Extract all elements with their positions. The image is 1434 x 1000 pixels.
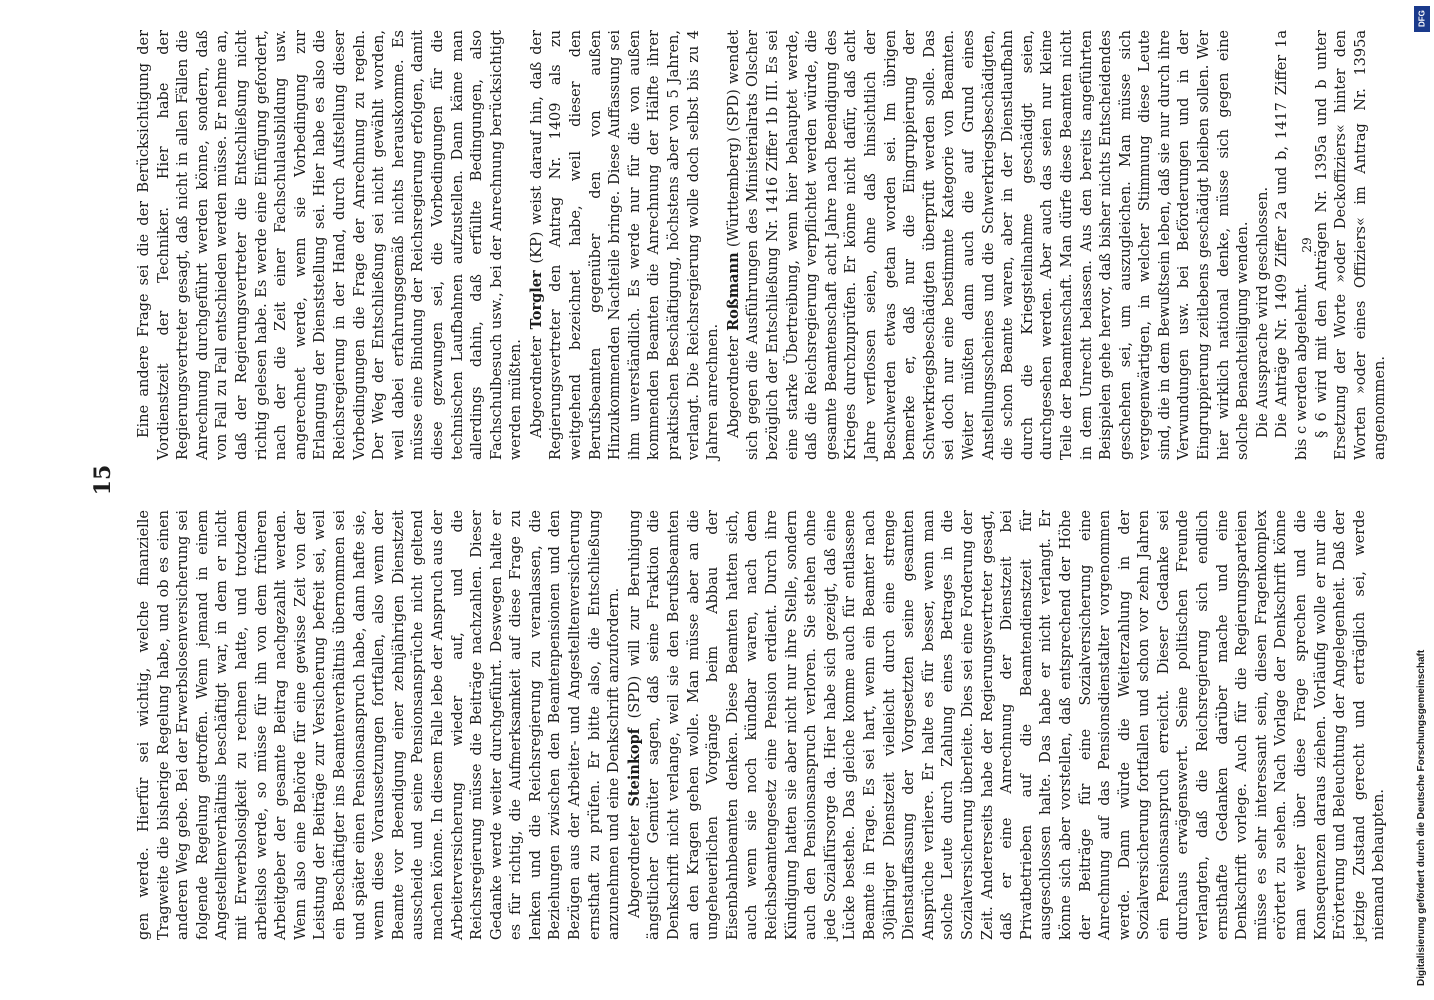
dfg-logo: DFG [1414,6,1430,32]
speaker-name: Roßmann [724,252,742,331]
left-column [135,510,1388,940]
paragraph: Eine andere Frage sei die der Berücksichtigung der Vordienstzeit der Techniker. Hier habe der Regierungsvertreter gesagt, daß nicht in allen Fällen die Anrechnung durchgeführt werden könne, sondern, daß von Fall zu Fall entschieden werden müsse. Er nehme an, daß der Regierungsvertreter die Entschließung nicht richtig gelesen habe. Es werde eine Einfügung gefordert, nach der die Zeit einer Fachschulausbildung usw. angerechnet werde, wenn sie Vorbedingung zur Erlangung der Dienststellung sei. Hier habe es also die Reichsregierung in der Hand, durch Aufstellung dieser Vorbedingungen die Frage der Anrechnung zu regeln. Der Weg der Entschließung sei nicht gewählt worden, weil dabei erfahrungsgemäß nichts herauskomme. Es müsse eine Bindung der Reichsregierung erfolgen, damit diese gezwungen sei, die Vorbedingungen für die technischen Laufbahnen aufzustellen. Dann käme man allerdings dahin, daß erfüllte Bedingungen, also Fachschulbesuch usw., bei der Anrechnung berücksichtigt werden müßten. [136,30,525,460]
paragraph [527,30,724,460]
paragraph: gen werde. Hierfür sei wichtig, welche finanzielle Tragweite die bisherige Regelung habe, und ob es einen anderen Weg gebe. Bei der Erwerbslosenversicherung sei folgende Regelung getroffen. Wenn jemand in einem Angestelltenverhältnis beschäftigt war, in dem er nicht mit Erwerbslosigkeit zu rechnen hatte, und trotzdem arbeitslos werde, so müsse für ihn von dem früheren Arbeitgeber der gesamte Beitrag nachgezahlt werden. Wenn also eine Behörde für eine gewisse Zeit von der Leistung der Beiträge zur Versicherung befreit sei, weil ein Beschäftigter ins Beamtenverhältnis übernommen sei und später einen Pensionsanspruch habe, dann hafte sie, wenn diese Voraussetzungen fortfallen, also wenn der Beamte vor Beendigung einer zehnjährigen Dienstzeit ausscheide und seine Pensionsansprüche nicht geltend machen könne. In diesem Falle lebe der Anspruch aus der Arbeiterversicherung wieder auf, und die Reichsregierung müsse die Beiträge nachzahlen. Dieser Gedanke werde weiter durchgeführt. Deswegen halte er es für richtig, die Aufmerksamkeit auf diese Frage zu lenken und die Reichsregierung zu veranlassen, die Beziehungen zwischen den Beamtenpensionen und den Bezügen aus der Arbeiter- und Angestelltenversicherung ernsthaft zu prüfen. Er bitte also, die Entschließung anzunehmen und eine Denkschrift anzufordern. [136,510,623,940]
paragraph [724,30,1254,460]
speech-text: (SPD) will zur Beruhigung ängstlicher Gemüter sagen, daß seine Fraktion die Denkschrift nicht verlange, weil sie den Berufsbeamten an den Kragen gehen wolle. Man müsse aber an die ungeheuerlichen Vorgänge beim Abbau der Eisenbahnbeamten denken. Diese Beamten hatten sich, auch wenn sie noch kündbar waren, nach dem Reichsbeamtengesetz eine Pension erdient. Durch ihre Kündigung hatten sie aber nicht nur ihre Stelle, sondern auch den Pensionsanspruch verloren. Sie stehen ohne jede Sozialfürsorge da. Hier habe sich gezeigt, daß eine Lücke bestehe. Das gleiche komme auch für entlassene Beamte in Frage. Es sei hart, wenn ein Beamter nach 30jähriger Dienstzeit vielleicht durch eine strenge Dienstauffassung der Vorgesetzten seine gesamten Ansprüche verliere. Er halte es für besser, wenn man solche Leute durch Zahlung eines Betrages in die Sozialversicherung überleite. Dies sei eine Forderung der Zeit. Andererseits habe der Regierungsvertreter gesagt, daß er eine Anrechnung der Dienstzeit bei Privatbetrieben auf die Beamtendienstzeit für ausgeschlossen halte. Das habe er nicht verlangt. Er könne sich aber vorstellen, daß entsprechend der Höhe der Beiträge für eine Sozialversicherung eine Anrechnung auf das Pensionsdienstalter vorgenommen werde. Dann würde die Weiterzahlung in der Sozialversicherung fortfallen und schon vor zehn Jahren ein Pensionsanspruch erreicht. Dieser Gedanke sei durchaus erwägenswert. Seine politischen Freunde verlangten, daß die Reichsregierung sich endlich ernsthafte Gedanken darüber mache und eine Denkschrift vorlege. Auch für die Regierungsparteien müsse es sehr interessant sein, diesen Fragenkomplex erörtert zu sehen. Nach Vorlage der Denkschrift könne man weiter über diese Frage sprechen und die Konsequenzen daraus ziehen. Vorläufig wolle er nur die Erörterung und Beleuchtung der Angelegenheit. Daß der jetzige Zustand gerecht und erträglich sei, werde niemand behaupten. [626,510,1388,940]
speaker-intro: Abgeordneter [626,816,643,918]
footer-page-number: 29 [1300,237,1314,253]
speech-text: (KP) weist darauf hin, daß der Regierungsvertreter den Antrag Nr. 1409 als zu weitgehend bezeichnet habe, weil dieser den Berufsbeamten gegenüber den von außen Hinzukommenden Nachteile bringe. Diese Auffassung sei ihm unverständlich. Es werde nur für die von außen kommenden Beamten die Anrechnung der Hälfte ihrer praktischen Beschäftigung, höchstens aber von 5 Jahren, verlangt. Die Reichsregierung wolle doch selbst bis zu 4 Jahren anrechnen. [528,29,722,460]
paragraph-decision: Die Anträge Nr. 1409 Ziffer 2a und b, 1417 Ziffer 1a bis c werden abgelehnt. [1274,30,1311,460]
paragraph [625,510,1390,940]
speaker-intro: Abgeordneter [528,336,545,438]
page-number: 15 [90,464,116,496]
paragraph-decision: Die Aussprache wird geschlossen. [1254,186,1271,438]
speaker-name: Torgler [527,270,545,330]
rotated-page [40,0,1389,960]
speaker-name: Steinkopf [625,728,643,807]
speech-text: (Württemberg) (SPD) wendet sich gegen die Ausführungen des Ministerialrats Olscher bezüglich der Entschließung Nr. 1416 Ziffer 1b III. Es sei eine starke Übertreibung, wenn hier behauptet werde, daß die Reichsregierung verpflichtet werden würde, die gesamte Beamtenschaft acht Jahre nach Beendigung des Krieges durchzuprüfen. Er könne nicht dafür, daß acht Jahre verflossen seien, ohne daß hinsichtlich der Beschwerden etwas getan worden sei. Im übrigen bemerke er, daß nur die Eingruppierung der Schwerkriegsbeschädigten überprüft werden solle. Das sei doch nur eine bestimmte Kategorie von Beamten. Weiter müßten dann auch die auf Grund eines Anstellungsscheines und die Schwerkriegsbeschädigten, die schon Beamte waren, aber in der Dienstlaufbahn durch die Kriegsteilnahme geschädigt seien, durchgesehen werden. Aber auch das seien nur kleine Teile der Beamtenschaft. Man dürfe diese Beamten nicht in dem Unrecht belassen. Aus den bereits angeführten Beispielen gehe hervor, daß bisher nichts Entscheidendes geschehen sei, um auszugleichen. Man müsse sich vergegenwärtigen, in welcher Stimmung diese Leute sind, die in dem Bewußtsein leben, daß sie nur durch ihre Verwundungen usw. bei Beförderungen und in der Eingruppierung zeitlebens geschädigt bleiben sollen. Wer hier wirklich national denke, müsse sich gegen eine solche Benachteiligung wenden. [725,30,1252,460]
digitization-sidebar [1410,6,1430,996]
paragraph-decision: § 6 wird mit den Anträgen Nr. 1395a und b unter Ersetzung der Worte »oder Deckoffiziers« hinter den Worten »oder eines Offiziers« im Antrag Nr. 1395a angenommen. [1313,30,1389,460]
digitization-credit: Digitalisierung gefördert durch die Deutsche Forschungsgemeinschaft [1416,649,1427,986]
speaker-intro: Abgeordneter [725,336,742,438]
